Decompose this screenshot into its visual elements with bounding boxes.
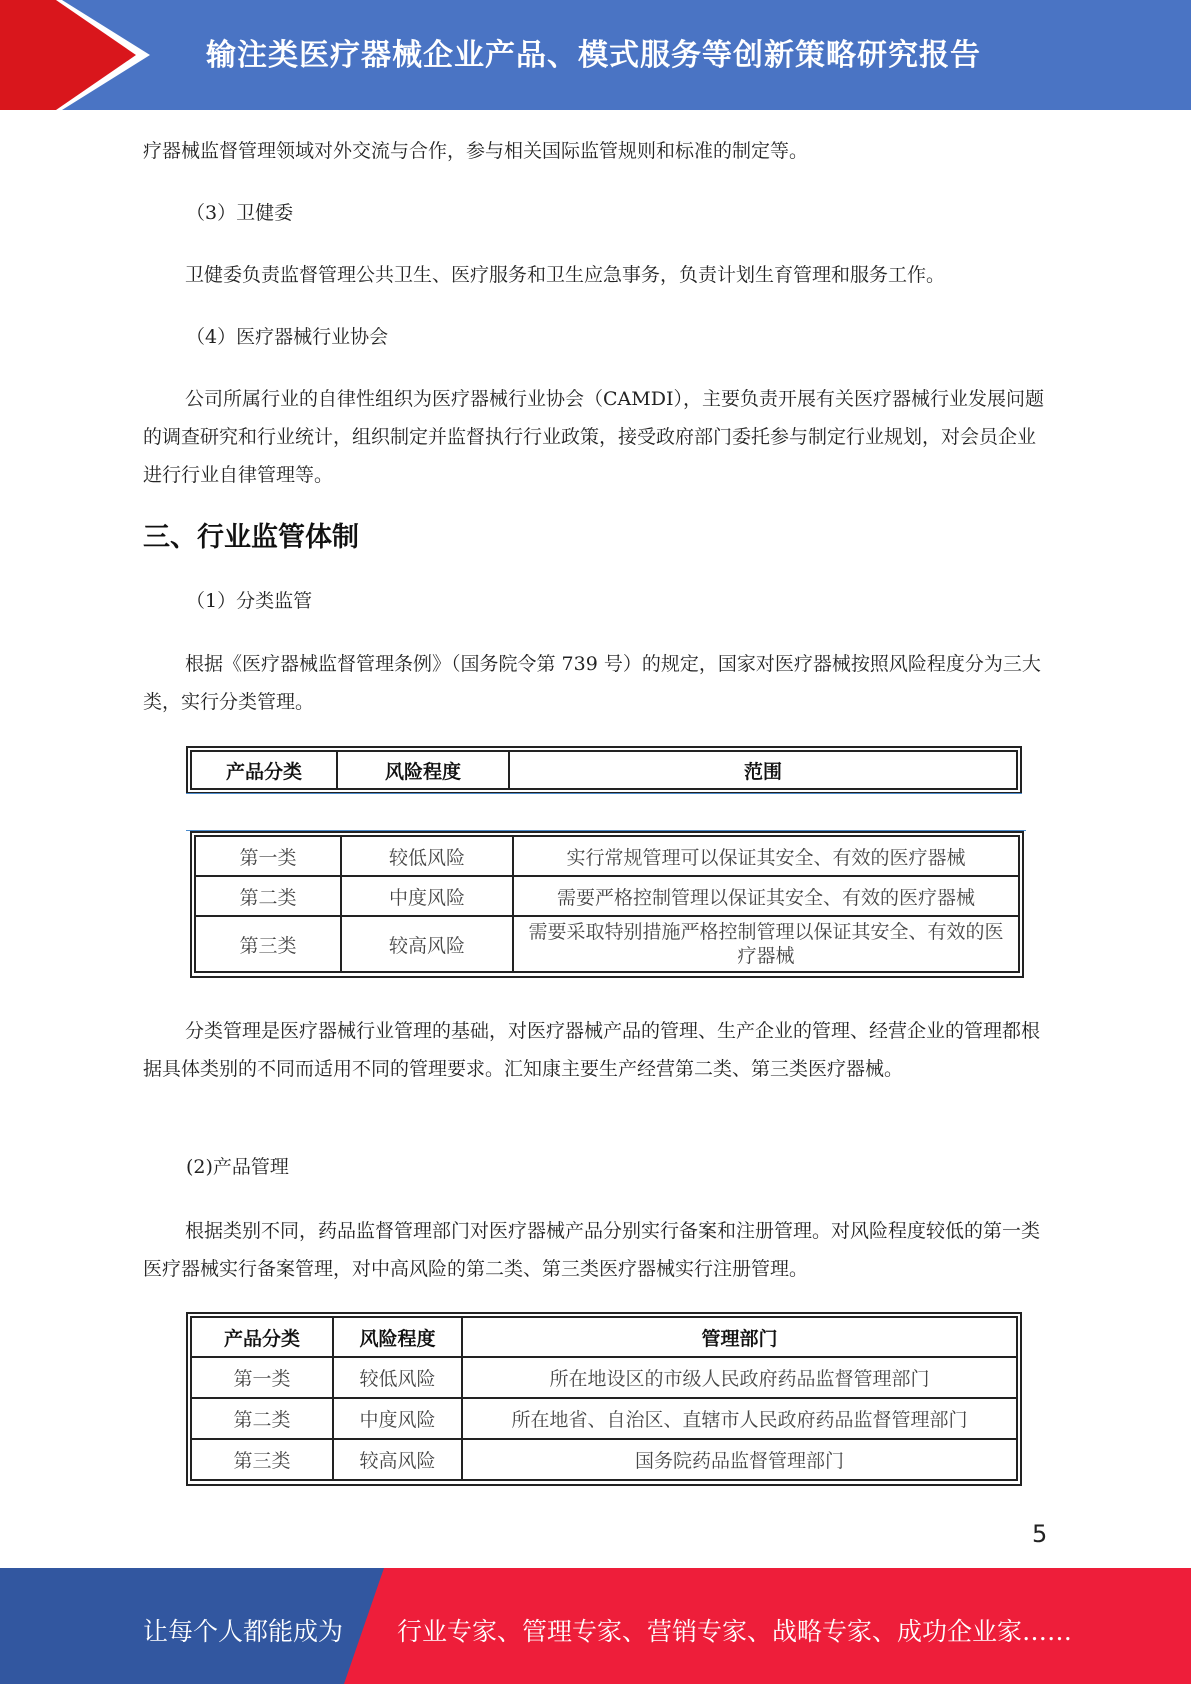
table2-cell: 第三类 xyxy=(191,1439,333,1480)
paragraph-basis: 分类管理是医疗器械行业管理的基础，对医疗器械产品的管理、生产企业的管理、经营企业的管理都根据具体类别的不同而适用不同的管理要求。汇知康主要生产经营第二类、第三类医疗器械。 xyxy=(143,1020,1041,1080)
table2-cell: 中度风险 xyxy=(333,1398,462,1439)
footer-slogan-right: 行业专家、管理专家、营销专家、战略专家、成功企业家…… xyxy=(397,1617,1073,1646)
paragraph-continuation: 疗器械监督管理领域对外交流与合作，参与相关国际监管规则和标准的制定等。 xyxy=(143,140,809,162)
table2-cell: 所在地省、自治区、直辖市人民政府药品监督管理部门 xyxy=(462,1398,1017,1439)
table-row xyxy=(191,1398,1017,1439)
table2 xyxy=(190,1316,1018,1481)
footer-slogan-left: 让每个人都能成为 xyxy=(143,1617,344,1646)
table1-cell: 中度风险 xyxy=(341,876,513,916)
table-row xyxy=(195,876,1019,916)
header-arrow-logo xyxy=(0,0,160,110)
table2-cell: 第一类 xyxy=(191,1357,333,1398)
table-row xyxy=(195,916,1019,972)
table1-divider-top xyxy=(186,793,1022,794)
table1-cell: 需要采取特别措施严格控制管理以保证其安全、有效的医疗器械 xyxy=(513,916,1019,972)
paragraph-filing: 根据类别不同，药品监督管理部门对医疗器械产品分别实行备案和注册管理。对风险程度较低的第一类医疗器械实行备案管理，对中高风险的第二类、第三类医疗器械实行注册管理。 xyxy=(143,1220,1041,1280)
table2-cell: 较高风险 xyxy=(333,1439,462,1480)
table1-cell: 较高风险 xyxy=(341,916,513,972)
table2-cell: 较低风险 xyxy=(333,1357,462,1398)
page-number: 5 xyxy=(1032,1520,1048,1548)
table1-col-risk: 风险程度 xyxy=(337,751,509,789)
table1-col-category: 产品分类 xyxy=(191,751,337,789)
table2-cell: 国务院药品监督管理部门 xyxy=(462,1439,1017,1480)
table1-cell: 第二类 xyxy=(195,876,341,916)
paragraph-regulation: 根据《医疗器械监督管理条例》（国务院令第 739 号）的规定，国家对医疗器械按照风险程度分为三大类，实行分类管理。 xyxy=(143,653,1041,713)
table-row xyxy=(191,1357,1017,1398)
table-row xyxy=(191,1317,1017,1357)
table-row xyxy=(191,1439,1017,1480)
table1-col-scope: 范围 xyxy=(509,751,1017,789)
page-header xyxy=(0,0,1191,110)
table-row xyxy=(195,836,1019,876)
subheading-weijianwei: （3）卫健委 xyxy=(186,202,294,224)
table2-cell: 第二类 xyxy=(191,1398,333,1439)
table2-col-risk: 风险程度 xyxy=(333,1317,462,1357)
table1-body xyxy=(194,835,1020,973)
paragraph-weijianwei: 卫健委负责监督管理公共卫生、医疗服务和卫生应急事务，负责计划生育管理和服务工作。 xyxy=(185,264,946,286)
table2-col-department: 管理部门 xyxy=(462,1317,1017,1357)
paragraph-camdi: 公司所属行业的自律性组织为医疗器械行业协会（CAMDI），主要负责开展有关医疗器械行业发展问题的调查研究和行业统计，组织制定并监督执行行业政策，接受政府部门委托参与制定行业规划，对会员企业进行行业自律管理等。 xyxy=(143,388,1044,486)
table1-cell: 第三类 xyxy=(195,916,341,972)
table1-cell: 第一类 xyxy=(195,836,341,876)
table1-header xyxy=(190,750,1018,790)
report-title: 输注类医疗器械企业产品、模式服务等创新策略研究报告 xyxy=(206,38,981,73)
table2-cell: 所在地设区的市级人民政府药品监督管理部门 xyxy=(462,1357,1017,1398)
subheading-classification: （1）分类监管 xyxy=(186,590,313,612)
table2-col-category: 产品分类 xyxy=(191,1317,333,1357)
subheading-product: (2)产品管理 xyxy=(186,1156,289,1178)
subheading-association: （4）医疗器械行业协会 xyxy=(186,326,389,348)
table1-cell: 需要严格控制管理以保证其安全、有效的医疗器械 xyxy=(513,876,1019,916)
table1-cell: 较低风险 xyxy=(341,836,513,876)
section-title: 三、行业监管体制 xyxy=(143,522,359,553)
table1-cell: 实行常规管理可以保证其安全、有效的医疗器械 xyxy=(513,836,1019,876)
